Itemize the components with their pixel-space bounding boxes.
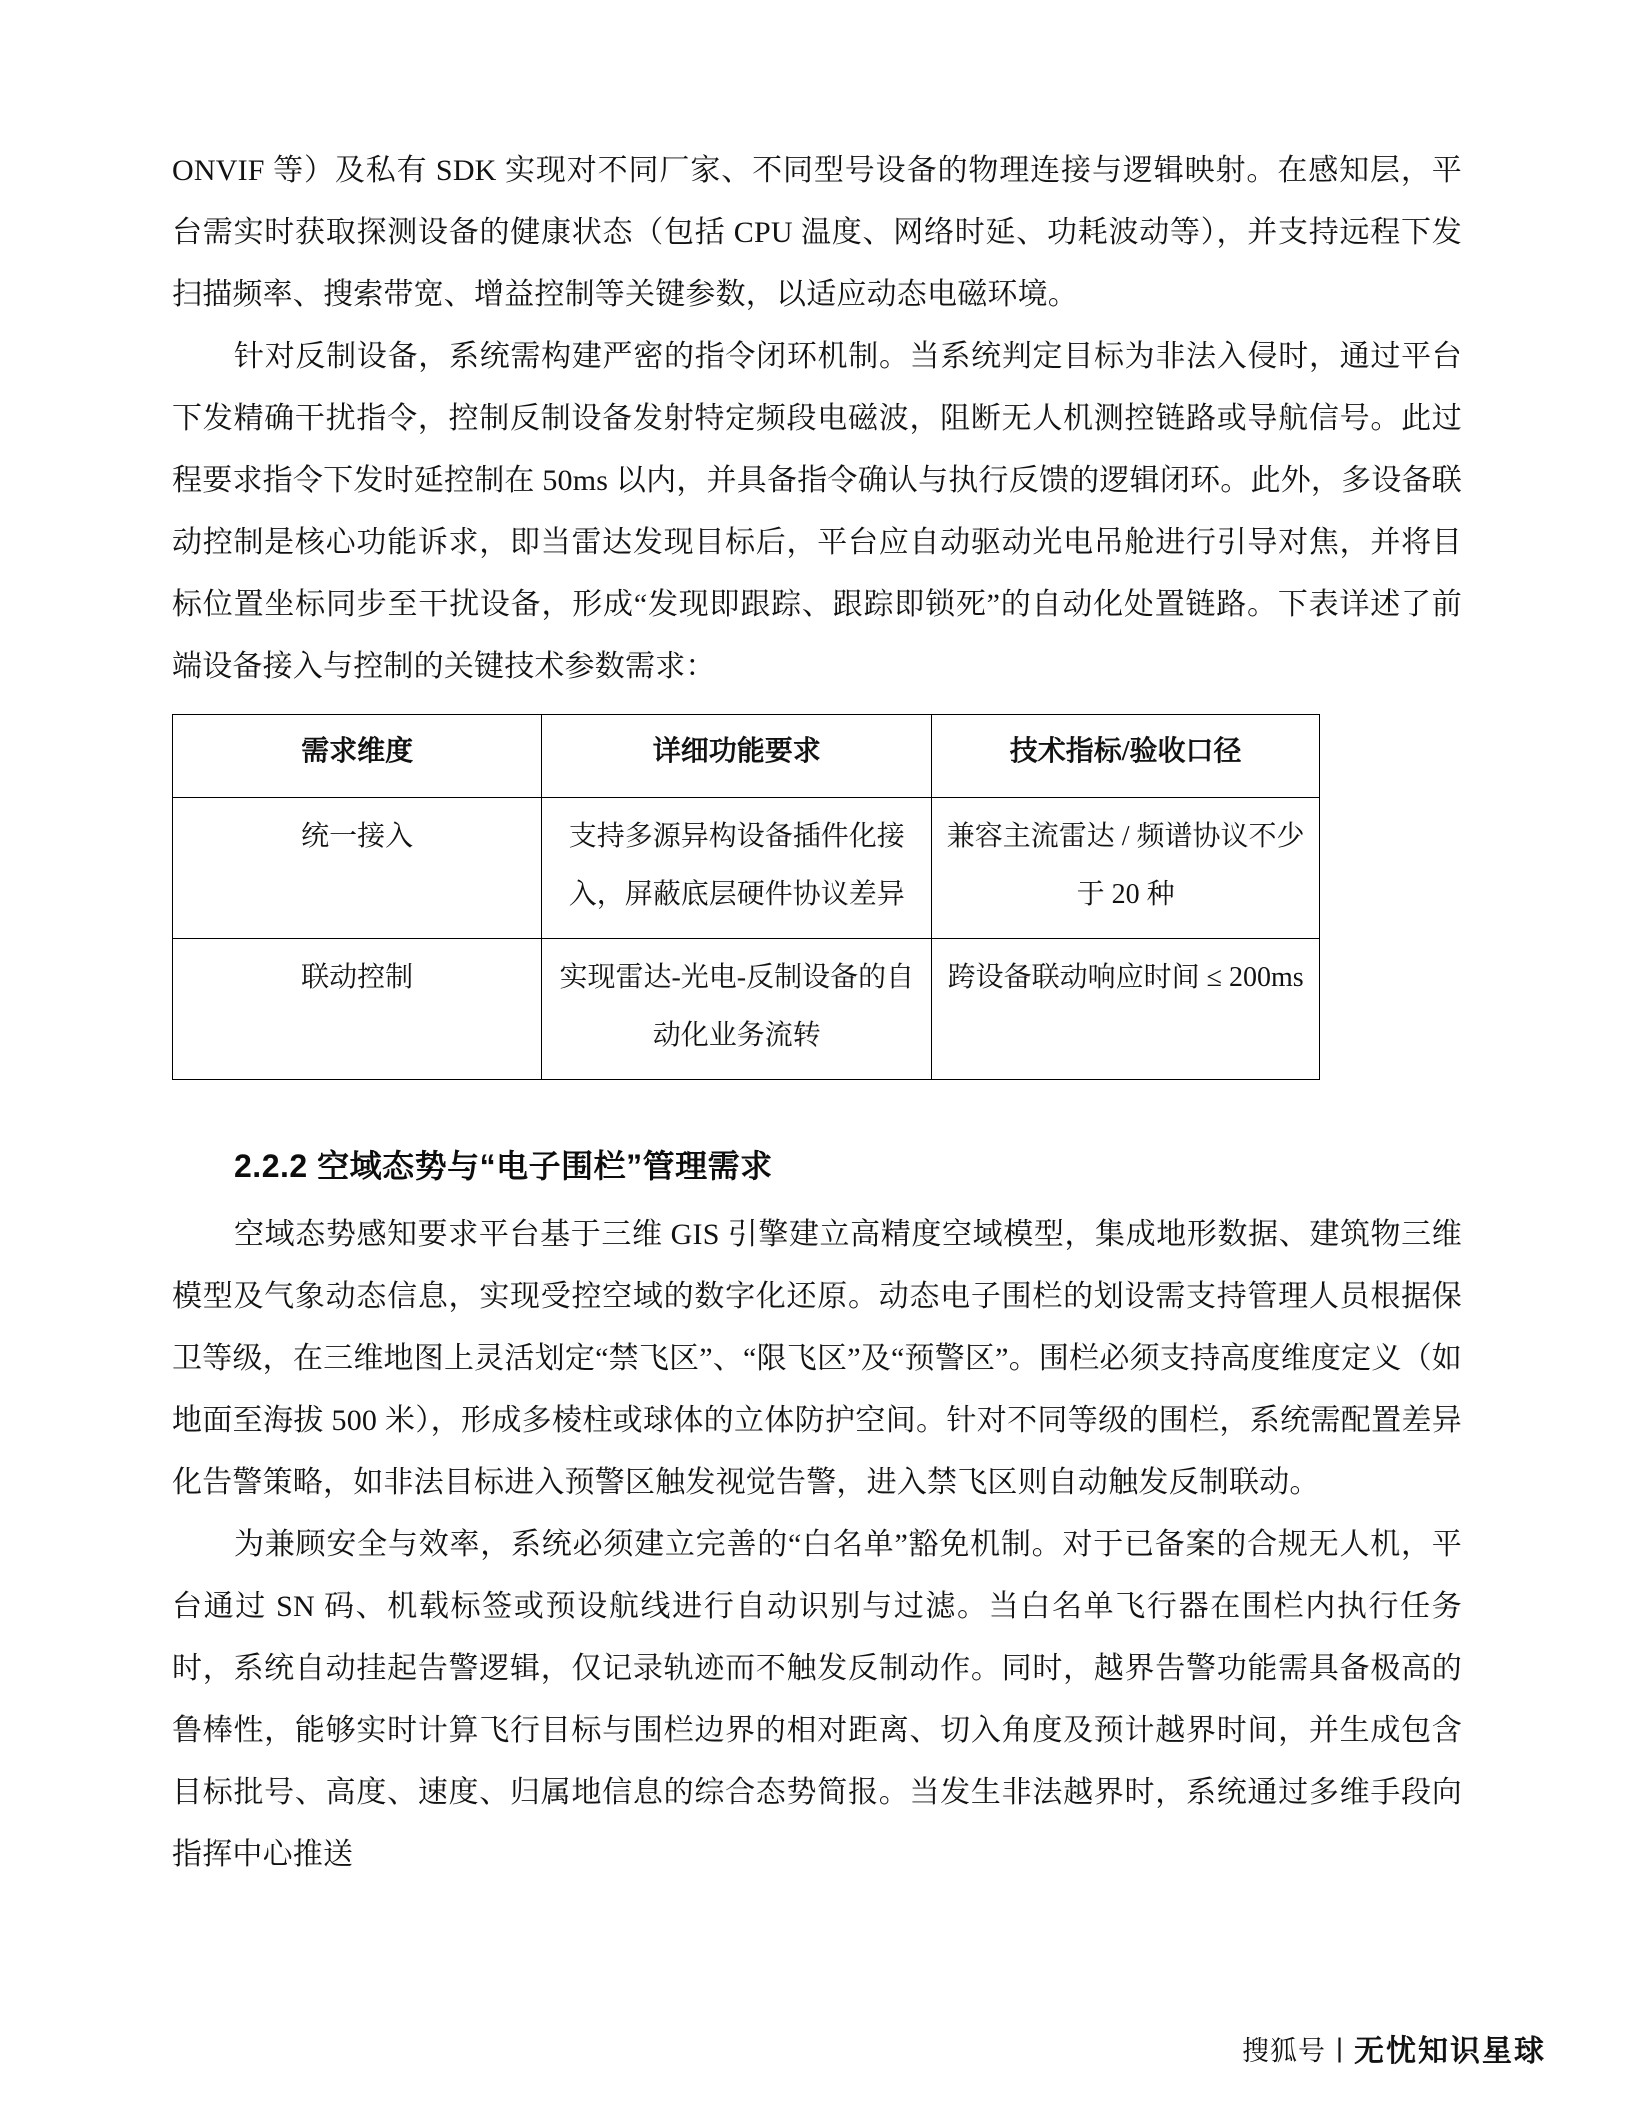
paragraph-2: 针对反制设备，系统需构建严密的指令闭环机制。当系统判定目标为非法入侵时，通过平台下发精确干扰指令，控制反制设备发射特定频段电磁波，阻断无人机测控链路或导航信号。此过程要求指令下发时延控制在 50ms 以内，并具备指令确认与执行反馈的逻辑闭环。此外，多设备联动控制是核心功能诉求，即当雷达发现目标后，平台应自动驱动光电吊舱进行引导对焦，并将目标位置坐标同步至干扰设备，形成“发现即跟踪、跟踪即锁死”的自动化处置链路。下表详述了前端设备接入与控制的关键技术参数需求： xyxy=(172,340,1462,683)
publisher-brand xyxy=(1242,2026,1546,2070)
paragraph-1: ONVIF 等）及私有 SDK 实现对不同厂家、不同型号设备的物理连接与逻辑映射。在感知层，平台需实时获取探测设备的健康状态（包括 CPU 温度、网络时延、功耗波动等），并支持远程下发扫描频率、搜索带宽、增益控制等关键参数，以适应动态电磁环境。 xyxy=(172,154,1462,311)
brand-name-label: 无忧知识星球 xyxy=(1354,2035,1546,2068)
table-cell-detail: 支持多源异构设备插件化接入，屏蔽底层硬件协议差异 xyxy=(542,798,932,939)
brand-prefix-label: 搜狐号 xyxy=(1241,2035,1326,2066)
section-heading-2-2-2: 2.2.2 空域态势与“电子围栏”管理需求 xyxy=(234,1148,773,1184)
table-cell-detail: 实现雷达-光电-反制设备的自动化业务流转 xyxy=(542,939,932,1080)
brand-separator: | xyxy=(1335,2032,1344,2063)
requirements-table xyxy=(172,714,1320,1080)
paragraph-3: 空域态势感知要求平台基于三维 GIS 引擎建立高精度空域模型，集成地形数据、建筑物三维模型及气象动态信息，实现受控空域的数字化还原。动态电子围栏的划设需支持管理人员根据保卫等级，在三维地图上灵活划定“禁飞区”、“限飞区”及“预警区”。围栏必须支持高度维度定义（如地面至海拔 500 米），形成多棱柱或球体的立体防护空间。针对不同等级的围栏，系统需配置差异化告警策略，如非法目标进入预警区触发视觉告警，进入禁飞区则自动触发反制联动。 xyxy=(172,1218,1462,1499)
table-row xyxy=(173,798,1320,939)
table-cell-dimension: 联动控制 xyxy=(173,939,542,1080)
requirements-table-wrapper xyxy=(172,714,1320,1080)
table-row xyxy=(173,939,1320,1080)
table-header-detail: 详细功能要求 xyxy=(542,715,932,798)
table-header-spec: 技术指标/验收口径 xyxy=(932,715,1320,798)
table-cell-spec: 跨设备联动响应时间 ≤ 200ms xyxy=(932,939,1320,1080)
page-content xyxy=(172,140,1462,1886)
table-header-row xyxy=(173,715,1320,798)
table-cell-spec: 兼容主流雷达 / 频谱协议不少于 20 种 xyxy=(932,798,1320,939)
table-header-dimension: 需求维度 xyxy=(173,715,542,798)
table-cell-dimension: 统一接入 xyxy=(173,798,542,939)
paragraph-4: 为兼顾安全与效率，系统必须建立完善的“白名单”豁免机制。对于已备案的合规无人机，平台通过 SN 码、机载标签或预设航线进行自动识别与过滤。当白名单飞行器在围栏内执行任务时，系统自动挂起告警逻辑，仅记录轨迹而不触发反制动作。同时，越界告警功能需具备极高的鲁棒性，能够实时计算飞行目标与围栏边界的相对距离、切入角度及预计越界时间，并生成包含目标批号、高度、速度、归属地信息的综合态势简报。当发生非法越界时，系统通过多维手段向指挥中心推送 xyxy=(172,1528,1462,1871)
